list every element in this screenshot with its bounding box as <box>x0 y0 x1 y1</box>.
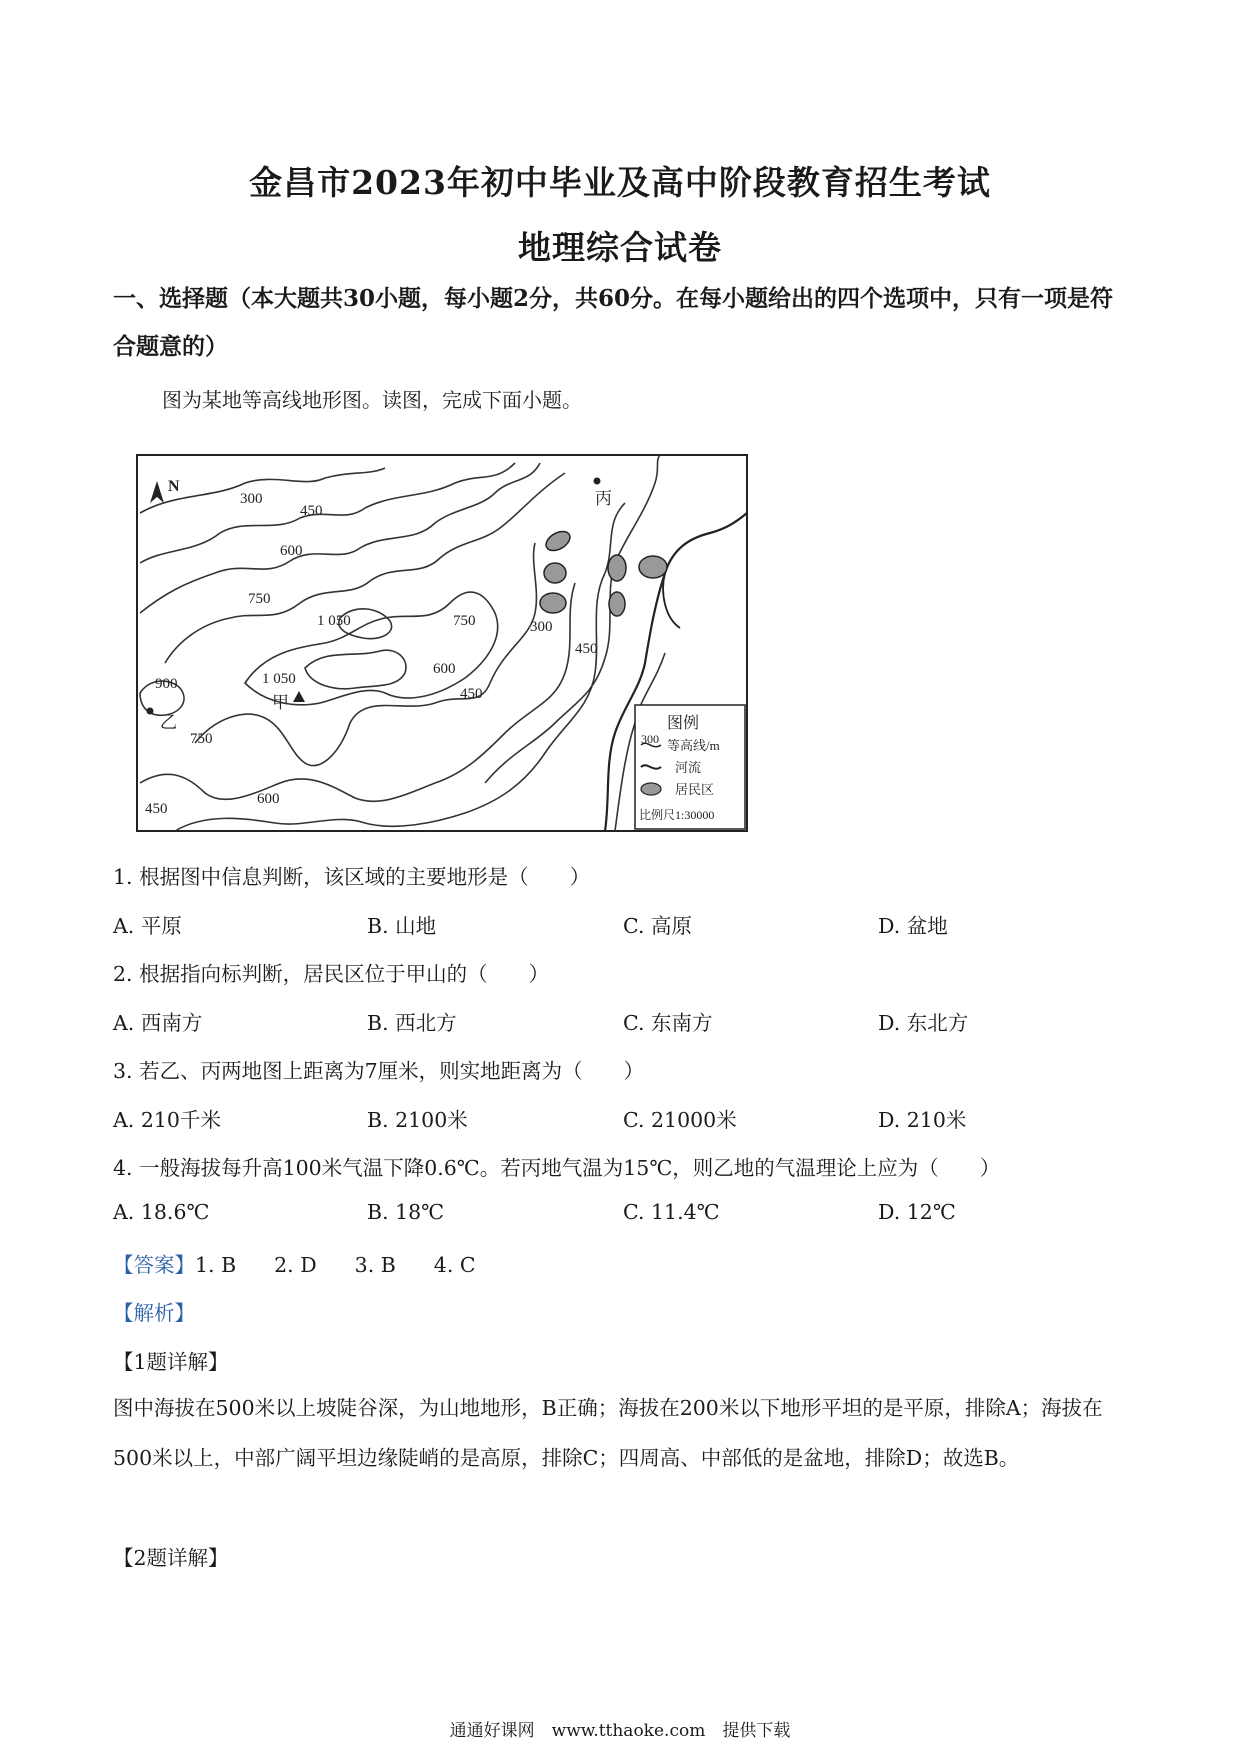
option: C. 东南方 <box>623 1011 713 1035</box>
answer-label: 【答案】 <box>113 1253 195 1277</box>
page-subtitle: 地理综合试卷 <box>518 228 722 267</box>
answer-item: 3. B <box>354 1253 396 1277</box>
option: B. 18℃ <box>367 1200 445 1224</box>
contour-label: 750 <box>453 613 476 629</box>
contour-label: 1 050 <box>317 613 351 629</box>
detail-text: 图中海拔在500米以上坡陡谷深，为山地地形，B正确；海拔在200米以下地形平坦的是平原，排除A；海拔在500米以上，中部广阔平坦边缘陡峭的是高原，排除C；四周高、中部低的是盆地，排除D；故选B。 <box>113 1396 1103 1470</box>
contour-label: 450 <box>575 641 598 657</box>
contour-label: 450 <box>145 801 168 817</box>
option: A. 西南方 <box>113 1011 203 1035</box>
answer-item: 4. C <box>433 1253 476 1277</box>
contour-label: 450 <box>460 686 483 702</box>
option: D. 盆地 <box>878 914 948 938</box>
answer-item: 2. D <box>274 1253 317 1277</box>
question-stem: 1. 根据图中信息判断，该区域的主要地形是（ ） <box>113 865 591 889</box>
question-stem: 4. 一般海拔每升高100米气温下降0.6℃。若丙地气温为15℃，则乙地的气温理论上应为（ ） <box>113 1156 1001 1180</box>
north-label: N <box>168 478 180 495</box>
contour-label: 750 <box>248 591 271 607</box>
contour-label: 300 <box>530 619 553 635</box>
detail-label: 【1题详解】 <box>113 1350 229 1374</box>
bing-label: 丙 <box>595 489 612 508</box>
analysis-label: 【解析】 <box>113 1301 195 1325</box>
legend-scale: 比例尺1:30000 <box>639 808 715 822</box>
option: D. 东北方 <box>878 1011 969 1035</box>
page-title: 金昌市2023年初中毕业及高中阶段教育招生考试 <box>249 163 991 202</box>
option: C. 高原 <box>623 914 692 938</box>
legend-contour: 等高线/m <box>667 738 720 753</box>
contour-label: 600 <box>280 543 303 559</box>
map-legend <box>635 705 745 829</box>
question-intro: 图为某地等高线地形图。读图，完成下面小题。 <box>162 388 582 412</box>
contour-label: 900 <box>155 676 178 692</box>
page-footer: 通通好课网 www.tthaoke.com 提供下载 <box>449 1721 791 1741</box>
legend-river: 河流 <box>675 760 702 775</box>
contour-label: 750 <box>190 731 213 747</box>
option: A. 18.6℃ <box>113 1200 210 1224</box>
contour-label: 1 050 <box>262 671 296 687</box>
yi-point-icon <box>147 708 154 715</box>
option: B. 西北方 <box>367 1011 457 1035</box>
option: B. 山地 <box>367 914 437 938</box>
bing-point-icon <box>594 478 601 485</box>
legend-residential: 居民区 <box>675 782 715 797</box>
residential-icon <box>641 783 661 795</box>
contour-label: 600 <box>433 661 456 677</box>
answer-line <box>113 1248 476 1278</box>
contour-label: 450 <box>300 503 323 519</box>
jia-label: 甲 <box>272 693 289 712</box>
answer-item: 1. B <box>195 1253 237 1277</box>
option: A. 210千米 <box>113 1108 221 1132</box>
yi-label: 乙 <box>160 713 177 732</box>
option: B. 2100米 <box>367 1108 468 1132</box>
question-stem: 2. 根据指向标判断，居民区位于甲山的（ ） <box>113 962 550 986</box>
contour-map <box>135 453 749 833</box>
option: D. 210米 <box>878 1108 967 1132</box>
contour-label: 300 <box>240 491 263 507</box>
option: D. 12℃ <box>878 1200 956 1224</box>
contour-label: 600 <box>257 791 280 807</box>
option: A. 平原 <box>113 914 182 938</box>
option: C. 21000米 <box>623 1108 737 1132</box>
legend-title: 图例 <box>667 715 700 732</box>
option: C. 11.4℃ <box>623 1200 720 1224</box>
question-stem: 3. 若乙、丙两地图上距离为7厘米，则实地距离为（ ） <box>113 1059 645 1083</box>
detail-label: 【2题详解】 <box>113 1546 229 1570</box>
section-heading: 一、选择题（本大题共30小题，每小题2分，共60分。在每小题给出的四个选项中，只有一项是符合题意的） <box>113 285 1114 360</box>
legend-contour-num: 300 <box>641 732 659 746</box>
